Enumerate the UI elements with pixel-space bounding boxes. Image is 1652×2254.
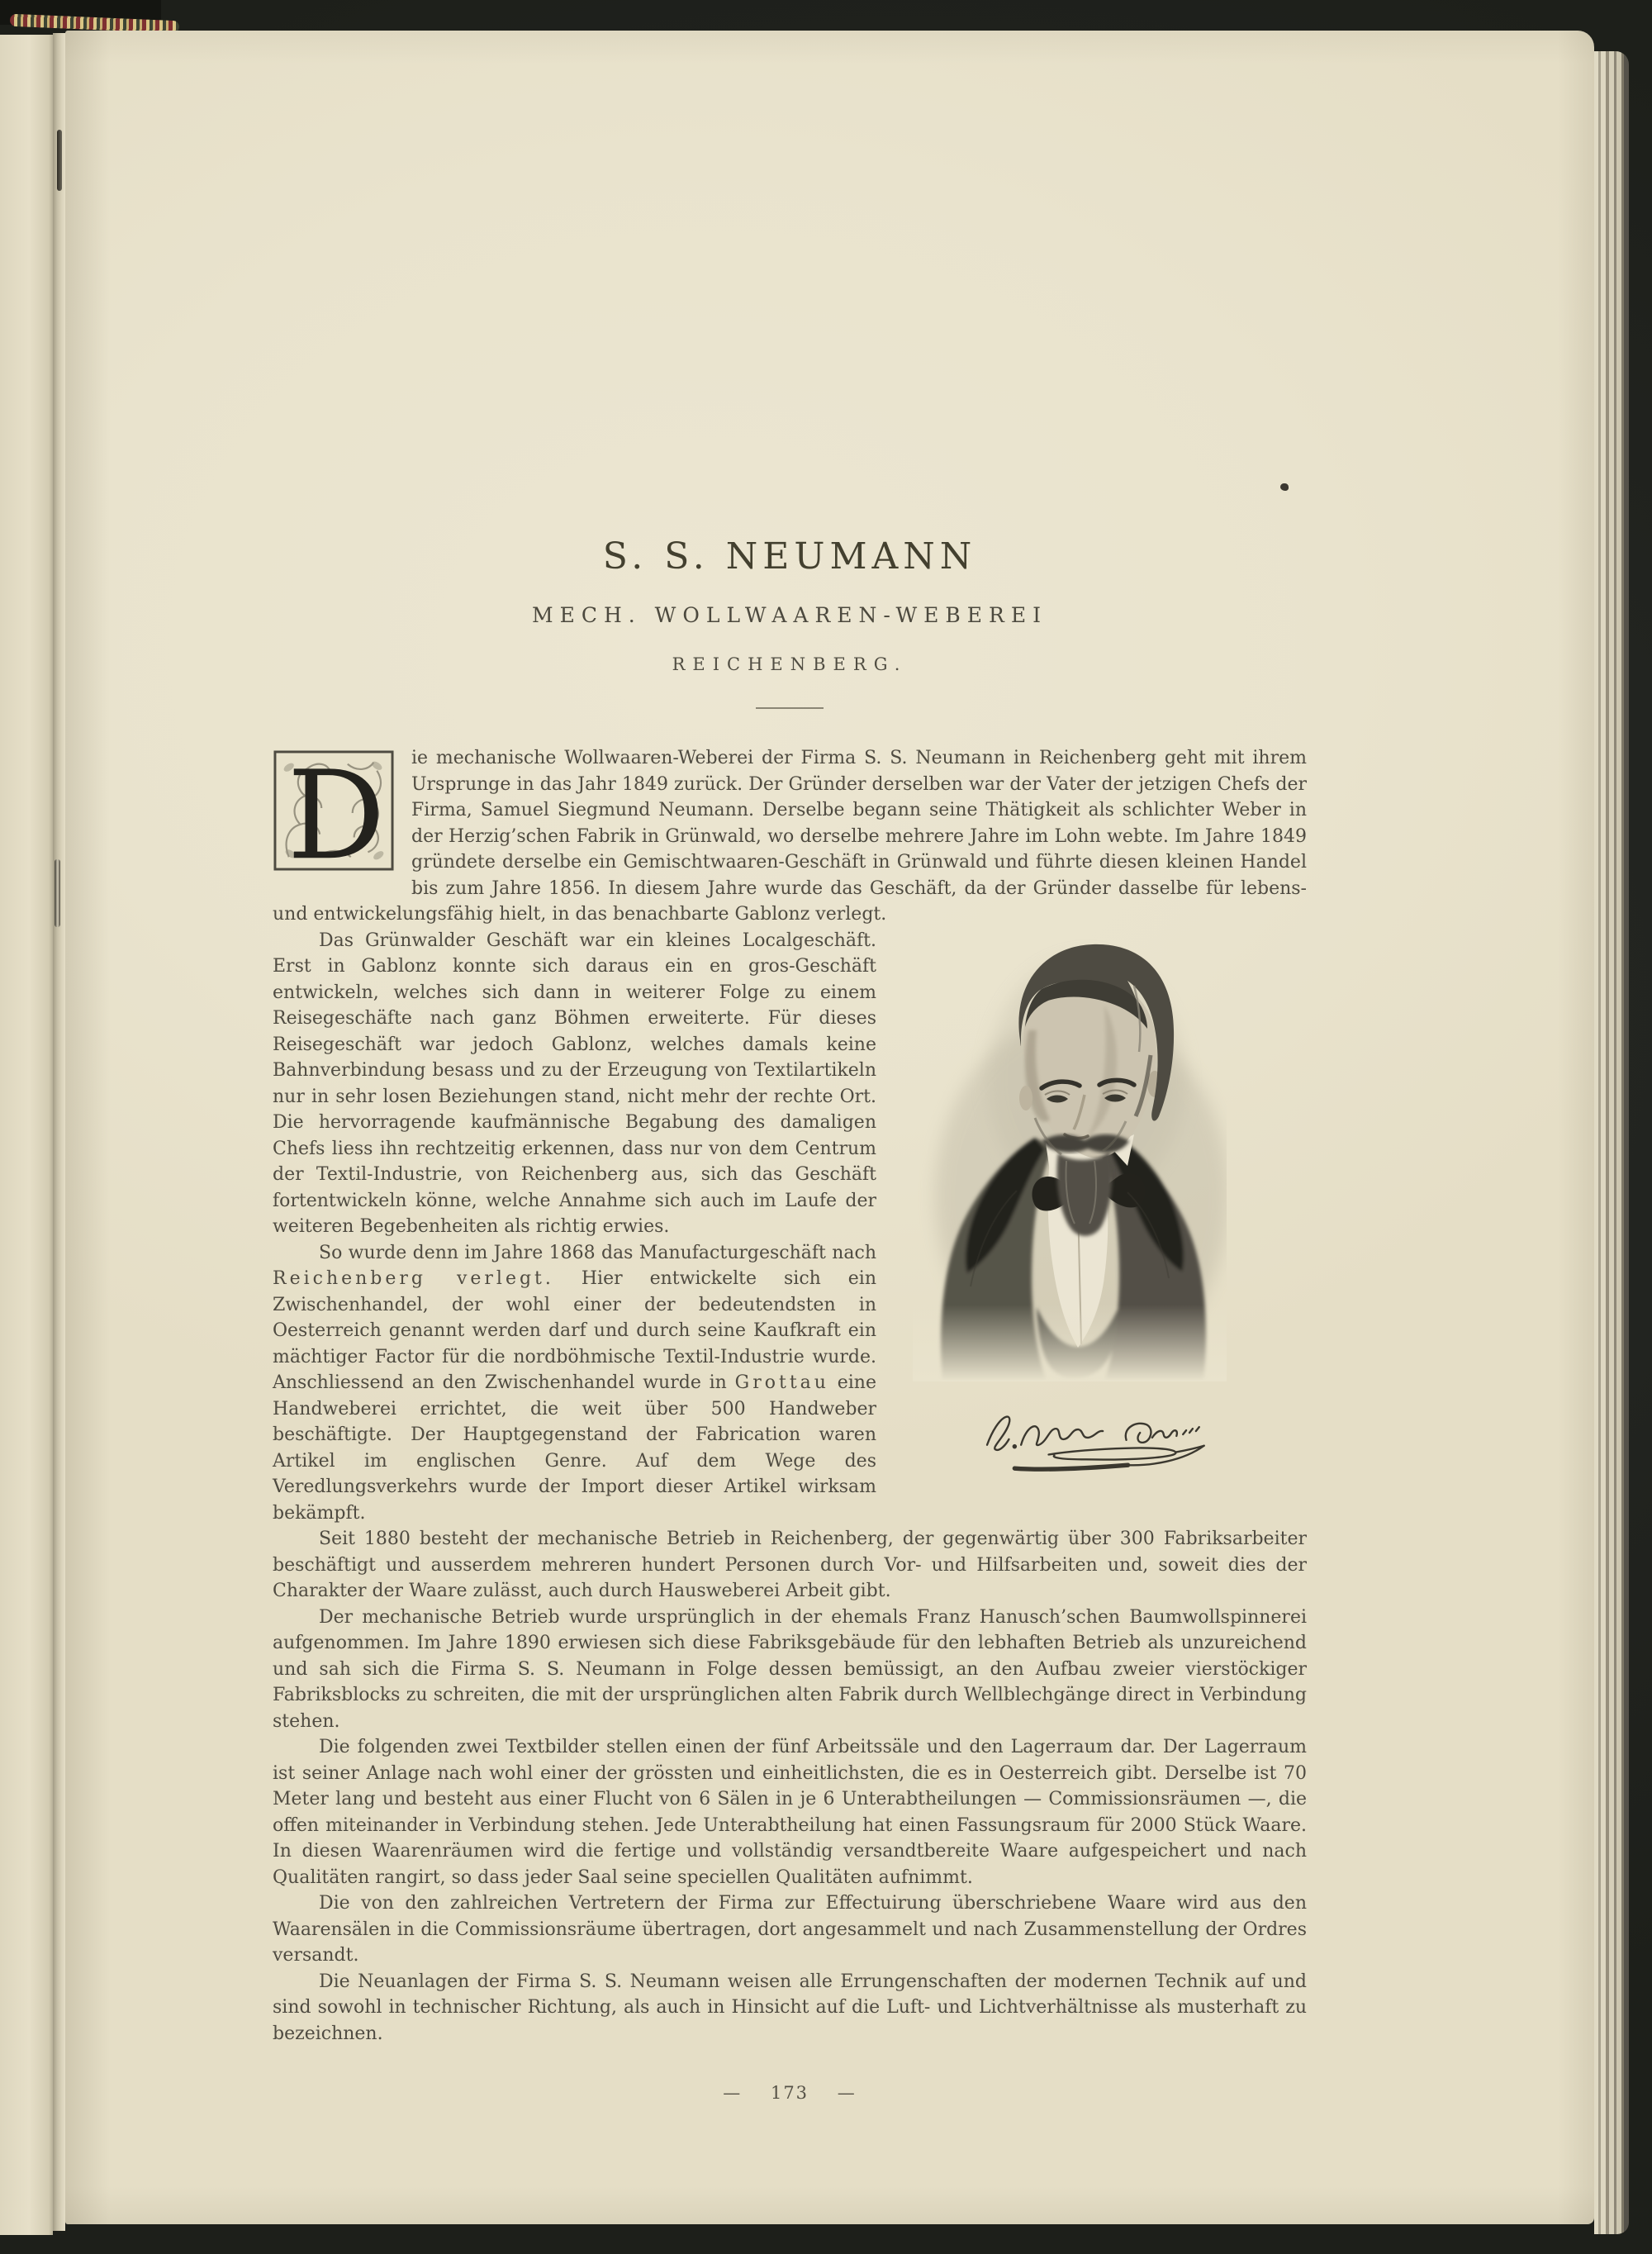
book-page (65, 31, 1594, 2224)
body-text: Die von den zahlreichen Vertretern der Firma zur Effectuirung überschriebene Waare wird aus den Waarensälen in die Commissionsräume übertragen, dort angesammelt und nach Zusammenstellung der Ordres versandt. (273, 1893, 1307, 1966)
body-text: eine Handweberei errichtet, die weit über 500 Handweber beschäftigte. Der Hauptgegenstand der Fabrication waren Artikel im englischen Genre. Auf dem Wege des Veredlungsverkehrs wurde der Import dieser Artikel wirksam bekämpft. (273, 1372, 876, 1524)
binding-stitch-mark (57, 130, 62, 191)
body-text: Die folgenden zwei Textbilder stellen einen der fünf Arbeitssäle und den Lagerraum dar. Der Lagerraum ist seiner Anlage nach wohl einer der grössten und einheitlichsten, die es in Oesterreich gibt. Derselbe ist 70 Meter lang und besteht aus einer Flucht von 6 Sälen in je 6 Unterabtheilungen — Commissionsräumen —, die offen miteinander in Verbindung stehen. Jede Unterabtheilung hat einen Fassungsraum für 2000 Stück Waare. In diesen Waarenräumen wird die fertige und vollständig versandtbereite Waare aufgespeichert und nach Qualitäten rangirt, so dass jeder Saal seine speciellen Qualitäten aufnimmt. (273, 1737, 1307, 1888)
paragraph (273, 1734, 1307, 1890)
body-text: Der mechanische Betrieb wurde ursprünglich in der ehemals Franz Hanusch’schen Baumwollspinnerei aufgenommen. Im Jahre 1890 erwiesen sich diese Fabriksgebäude für den lebhaften Betrieb als unzureichend und sah sich die Firma S. S. Neumann in Folge dessen bemüssigt, an den Aufbau zweier vierstöckiger Fabriksblocks zu schreiten, die mit der ursprünglichen alten Fabrik durch Wellblechgänge direct in Verbindung stehen. (273, 1606, 1307, 1732)
article-subtitle: MECH. WOLLWAAREN-WEBEREI (532, 603, 1047, 627)
paragraph (273, 1526, 1307, 1605)
page-gutter (53, 33, 65, 2231)
facing-page-edge (0, 35, 53, 2235)
portrait-of-man-engraving (913, 931, 1227, 1381)
body-text: Seit 1880 besteht der mechanische Betrieb in Reichenberg, der gegenwärtig über 300 Fabriksarbeiter beschäftigt und ausserdem mehreren hundert Personen durch Vor- und Hilfsarbeiten und, soweit dies der Charakter der Waare zulässt, auch durch Hausweberei Arbeit gibt. (273, 1529, 1307, 1601)
binding-stitch-mark (55, 859, 60, 927)
dropcap-letter: D (287, 749, 386, 872)
body-text: Hier entwickelte sich ein Zwischenhandel, der wohl einer der bedeutendsten in Oesterreich genannt werden darf und durch seine Kaufkraft ein mächtiger Factor für die nordböhmische Textil-Industrie wurde. Anschliessend an den Zwischenhandel wurde in (273, 1268, 876, 1393)
article-title: S. S. NEUMANN (602, 535, 977, 578)
paragraph (273, 745, 1307, 928)
signature-graphic (967, 1393, 1211, 1474)
paragraph (273, 1969, 1307, 2047)
page-stack-edge (1594, 51, 1629, 2234)
page-content (65, 31, 1594, 2224)
body-text: Die Neuanlagen der Firma S. S. Neumann weisen alle Errungenschaften der modernen Technik auf und sind sowohl in technischer Richtung, als auch in Hinsicht auf die Luft- und Lichtverhältnisse als musterhaft zu bezeichnen. (273, 1971, 1307, 2044)
body-text: So wurde denn im Jahre 1868 das Manufacturgeschäft nach (319, 1242, 876, 1263)
ink-speck (1280, 483, 1289, 491)
dropcap-ornament (273, 749, 395, 872)
article-body (273, 745, 1307, 2047)
article-location: REICHENBERG. (672, 654, 908, 674)
article-masthead (273, 31, 1307, 709)
body-text: Das Grünwalder Geschäft war ein kleines Localgeschäft. Erst in Gablonz konnte sich daraus ein en gros-Geschäft entwickeln, welches sich dann in weiterer Folge zu einem Reisegeschäfte nach ganz Böhmen erweiterte. Für dieses Reisegeschäft war jedoch Gablonz, welches damals keine Bahnverbindung besass und zu der Erzeugung von Textilartikeln nur in sehr losen Beziehungen stand, nicht mehr der rechte Ort. Die hervorragende kaufmännische Begabung des damaligen Chefs liess ihn rechtzeitig erkennen, dass nur von dem Centrum der Textil-Industrie, von Reichenberg aus, sich das Geschäft fortentwickeln könne, welche Annahme sich auch im Laufe der weiteren Begebenheiten als richtig erwies. (273, 930, 876, 1237)
paragraph (273, 1890, 1307, 1969)
emphasized-text: Reichenberg verlegt. (273, 1268, 554, 1289)
emphasized-text: Grottau (734, 1372, 829, 1393)
page-number: — 173 — (723, 2083, 857, 2103)
body-text: ie mechanische Wollwaaren-Weberei der Firma S. S. Neumann in Reichenberg geht mit ihrem Ursprunge in das Jahr 1849 zurück. Der Gründer derselben war der Vater der jetzigen Chefs der Firma, Samuel Siegmund Neumann. Derselbe begann seine Thätigkeit als schlichter Weber in der Herzig’schen Fabrik in Grünwald, wo derselbe mehrere Jahre im Lohn webte. Im Jahre 1849 gründete derselbe ein Gemischtwaaren-Geschäft in Grünwald und führte diesen kleinen Handel bis zum Jahre 1856. In diesem Jahre wurde das Geschäft, da der Gründer dasselbe für lebens- und entwickelungsfähig hielt, in das benachbarte Gablonz verlegt. (273, 748, 1307, 925)
paragraph (273, 1605, 1307, 1735)
portrait-figure (890, 931, 1307, 1474)
title-divider (756, 707, 824, 709)
